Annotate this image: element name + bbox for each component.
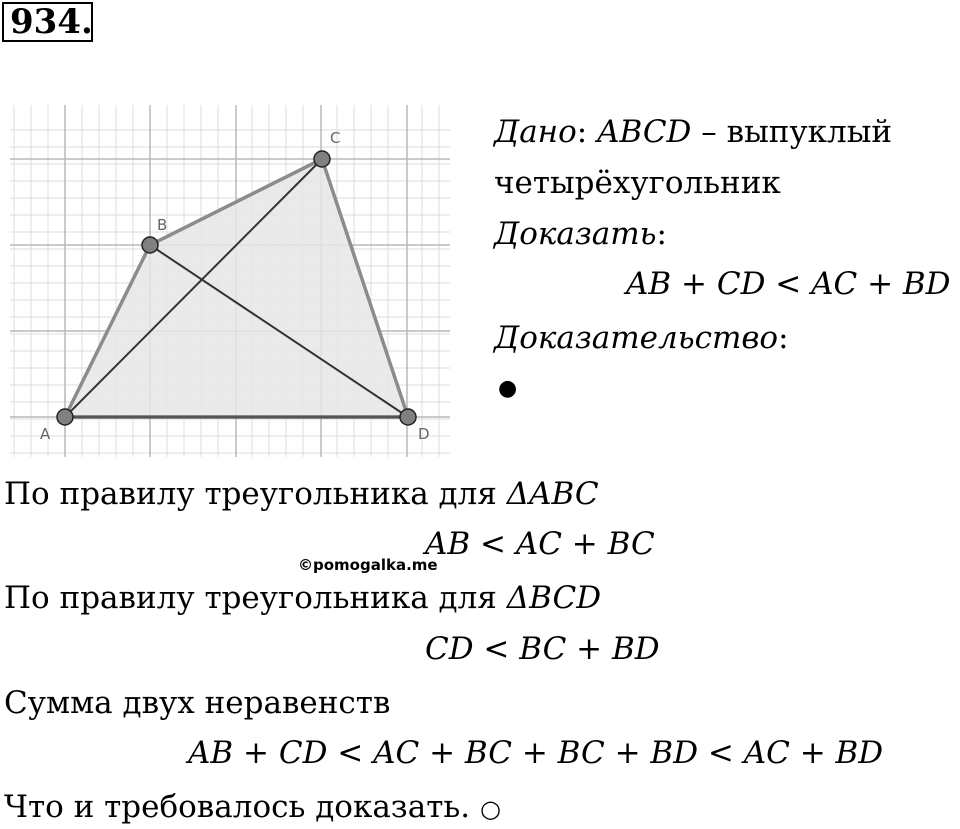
step-2-formula: CD < BC + BD: [425, 631, 660, 667]
step-1-text-line: [4, 474, 599, 514]
step-1-formula: AB < AC + BC: [425, 526, 655, 562]
label-a: A: [40, 425, 51, 443]
point-a: [57, 409, 73, 425]
given-expr: ABCD: [597, 114, 692, 150]
step-2-text: По правилу треугольника для: [4, 580, 507, 616]
step-2-triangle: ΔBCD: [506, 580, 602, 616]
prove-colon: :: [656, 216, 667, 252]
quadrilateral-figure: [0, 95, 460, 465]
given-text-1: – выпуклый: [691, 114, 893, 150]
prove-formula: AB + CD < AC + BD: [626, 266, 951, 302]
step-1-triangle: ΔABC: [506, 476, 599, 512]
proof-colon: :: [778, 320, 789, 356]
problem-number: 934.: [2, 2, 93, 42]
step-1-text: По правилу треугольника для: [4, 476, 507, 512]
prove-line: [494, 214, 667, 254]
given-colon: :: [576, 114, 588, 150]
bullet: ●: [498, 376, 518, 401]
given-line: [494, 112, 892, 152]
point-b: [142, 237, 158, 253]
label-b: B: [157, 216, 168, 234]
end-mark: ○: [479, 795, 501, 823]
conclusion: Что и требовалось доказать.: [4, 789, 471, 825]
proof-line: [494, 318, 789, 358]
given-text-2: четырёхугольник: [494, 165, 781, 201]
point-c: [314, 151, 330, 167]
label-c: C: [330, 129, 341, 147]
watermark: ©pomogalka.me: [298, 556, 438, 574]
step-2-text-line: [4, 578, 601, 618]
label-d: D: [418, 425, 430, 443]
sum-formula: AB + CD < AC + BC + BC + BD < AC + BD: [188, 735, 884, 771]
conclusion-line: [4, 787, 501, 829]
given-label: Дано: [494, 114, 577, 150]
proof-label: Доказательство: [494, 320, 779, 356]
point-d: [400, 409, 416, 425]
sum-label: Сумма двух неравенств: [4, 685, 391, 721]
prove-label: Доказать: [494, 216, 657, 252]
